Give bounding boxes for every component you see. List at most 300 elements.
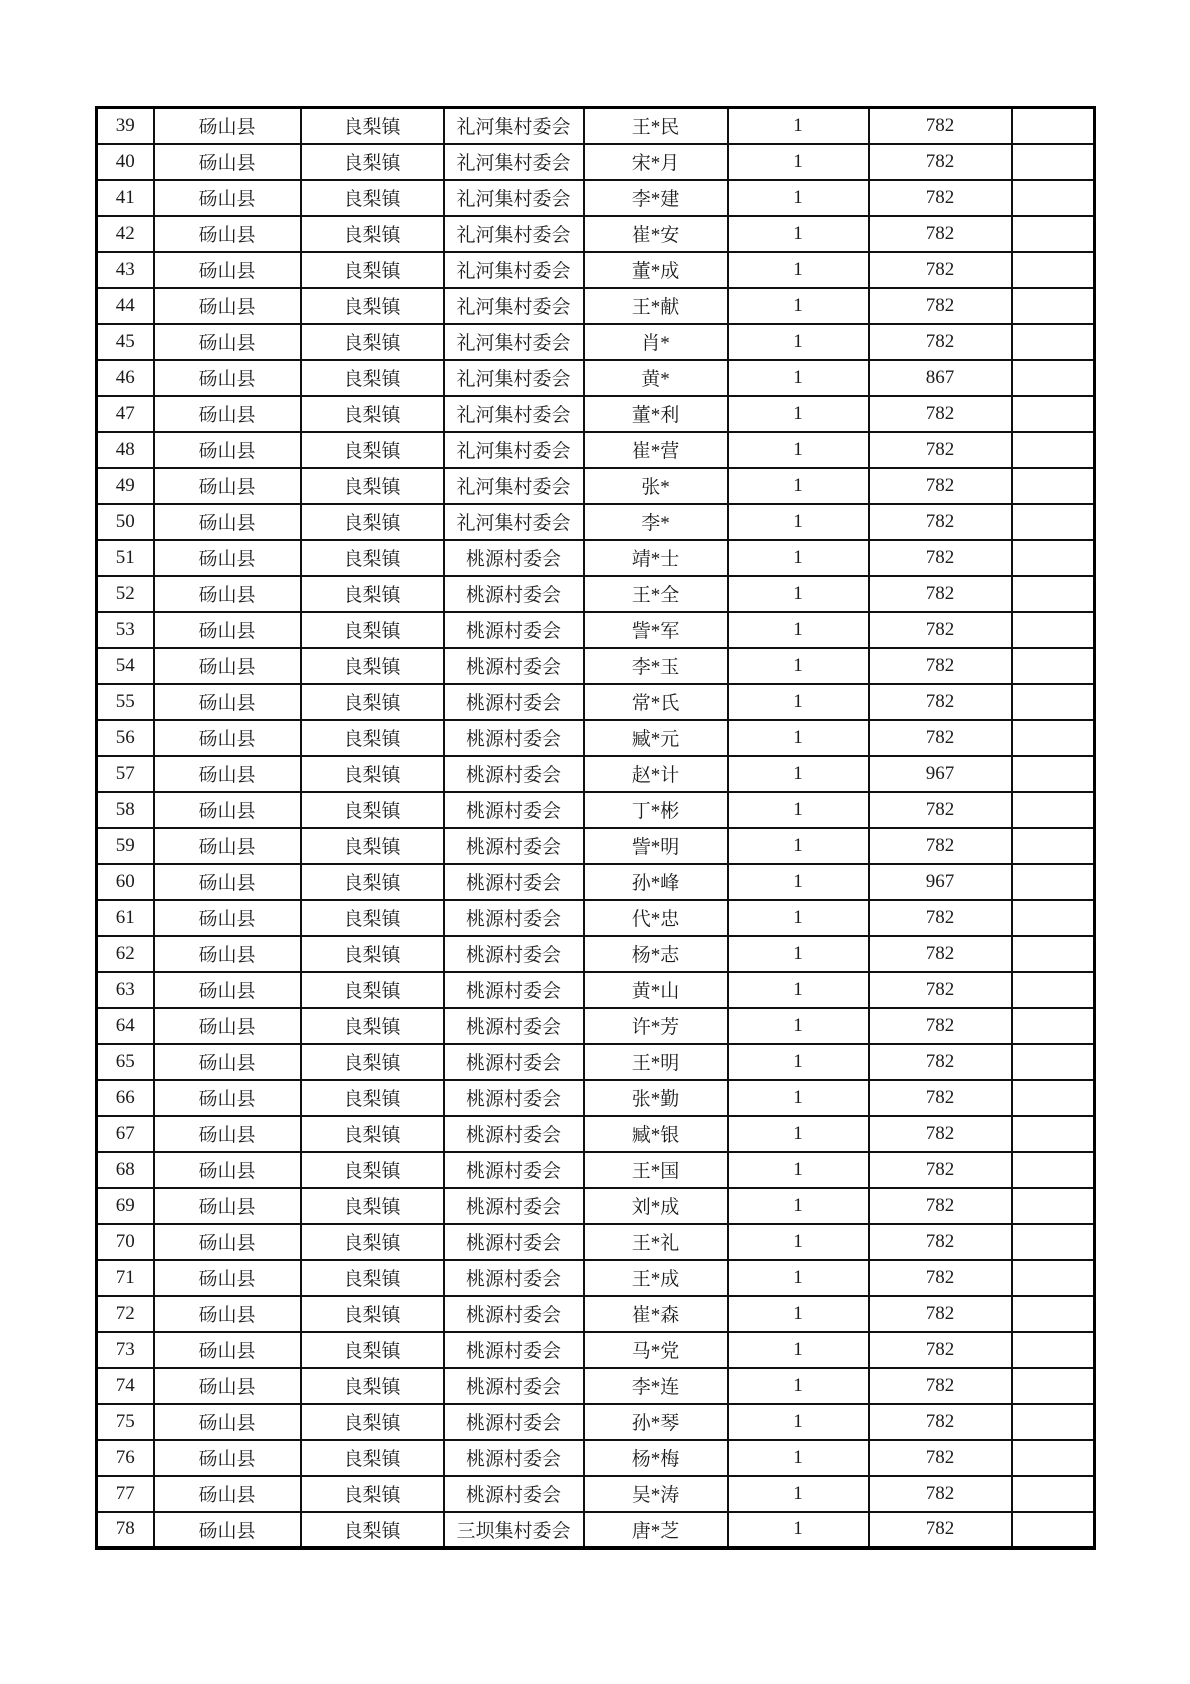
cell-county: 砀山县 [154,504,301,540]
cell-no: 42 [97,216,154,252]
cell-qty: 1 [728,144,869,180]
table-row [97,1152,1095,1188]
cell-no: 75 [97,1404,154,1440]
subsidy-table-body [97,108,1095,1548]
cell-note [1012,1260,1095,1296]
cell-town: 良梨镇 [301,1476,444,1512]
cell-note [1012,180,1095,216]
cell-amount: 782 [869,1008,1012,1044]
table-row [97,720,1095,756]
cell-name: 董*利 [584,396,728,432]
table-row [97,648,1095,684]
cell-qty: 1 [728,612,869,648]
cell-qty: 1 [728,1116,869,1152]
table-row [97,540,1095,576]
cell-qty: 1 [728,1368,869,1404]
cell-amount: 782 [869,1512,1012,1548]
cell-county: 砀山县 [154,1368,301,1404]
cell-note [1012,972,1095,1008]
cell-amount: 782 [869,1476,1012,1512]
cell-qty: 1 [728,864,869,900]
cell-no: 76 [97,1440,154,1476]
cell-amount: 782 [869,468,1012,504]
cell-note [1012,288,1095,324]
cell-note [1012,1368,1095,1404]
cell-note [1012,1080,1095,1116]
cell-no: 55 [97,684,154,720]
table-row [97,216,1095,252]
cell-village: 桃源村委会 [444,648,584,684]
cell-qty: 1 [728,396,869,432]
cell-county: 砀山县 [154,612,301,648]
table-row [97,684,1095,720]
cell-note [1012,1440,1095,1476]
cell-amount: 782 [869,720,1012,756]
cell-name: 崔*森 [584,1296,728,1332]
cell-no: 71 [97,1260,154,1296]
cell-note [1012,360,1095,396]
cell-village: 礼河集村委会 [444,144,584,180]
cell-no: 73 [97,1332,154,1368]
cell-amount: 782 [869,684,1012,720]
cell-name: 王*国 [584,1152,728,1188]
cell-amount: 782 [869,324,1012,360]
cell-amount: 782 [869,108,1012,144]
cell-no: 77 [97,1476,154,1512]
cell-no: 54 [97,648,154,684]
cell-no: 45 [97,324,154,360]
cell-town: 良梨镇 [301,828,444,864]
cell-county: 砀山县 [154,144,301,180]
cell-amount: 967 [869,864,1012,900]
cell-qty: 1 [728,756,869,792]
cell-qty: 1 [728,1224,869,1260]
cell-county: 砀山县 [154,756,301,792]
cell-note [1012,648,1095,684]
table-row [97,1080,1095,1116]
cell-amount: 782 [869,1116,1012,1152]
cell-amount: 782 [869,1368,1012,1404]
cell-amount: 782 [869,1152,1012,1188]
cell-village: 礼河集村委会 [444,360,584,396]
cell-village: 礼河集村委会 [444,324,584,360]
cell-note [1012,108,1095,144]
cell-village: 桃源村委会 [444,900,584,936]
cell-qty: 1 [728,792,869,828]
cell-name: 许*芳 [584,1008,728,1044]
table-row [97,324,1095,360]
cell-no: 58 [97,792,154,828]
cell-name: 张*勤 [584,1080,728,1116]
cell-qty: 1 [728,216,869,252]
table-row [97,288,1095,324]
cell-county: 砀山县 [154,792,301,828]
cell-town: 良梨镇 [301,216,444,252]
table-row [97,1476,1095,1512]
cell-county: 砀山县 [154,1404,301,1440]
cell-town: 良梨镇 [301,900,444,936]
table-row [97,360,1095,396]
cell-county: 砀山县 [154,684,301,720]
cell-amount: 782 [869,180,1012,216]
cell-town: 良梨镇 [301,576,444,612]
cell-note [1012,936,1095,972]
cell-note [1012,612,1095,648]
cell-village: 礼河集村委会 [444,108,584,144]
cell-no: 40 [97,144,154,180]
cell-no: 68 [97,1152,154,1188]
cell-name: 杨*志 [584,936,728,972]
cell-name: 王*明 [584,1044,728,1080]
cell-town: 良梨镇 [301,1008,444,1044]
cell-name: 赵*计 [584,756,728,792]
cell-county: 砀山县 [154,1116,301,1152]
cell-amount: 782 [869,1296,1012,1332]
cell-village: 三坝集村委会 [444,1512,584,1548]
cell-qty: 1 [728,360,869,396]
cell-note [1012,540,1095,576]
cell-county: 砀山县 [154,1152,301,1188]
cell-village: 礼河集村委会 [444,252,584,288]
cell-name: 崔*安 [584,216,728,252]
cell-no: 63 [97,972,154,1008]
table-row [97,1044,1095,1080]
cell-note [1012,756,1095,792]
cell-note [1012,1152,1095,1188]
cell-name: 王*献 [584,288,728,324]
cell-no: 72 [97,1296,154,1332]
cell-name: 王*成 [584,1260,728,1296]
cell-qty: 1 [728,1044,869,1080]
cell-county: 砀山县 [154,108,301,144]
cell-town: 良梨镇 [301,540,444,576]
cell-no: 62 [97,936,154,972]
cell-note [1012,828,1095,864]
cell-qty: 1 [728,1332,869,1368]
cell-no: 39 [97,108,154,144]
cell-name: 臧*元 [584,720,728,756]
cell-town: 良梨镇 [301,972,444,1008]
cell-village: 桃源村委会 [444,756,584,792]
cell-no: 64 [97,1008,154,1044]
cell-county: 砀山县 [154,864,301,900]
cell-note [1012,900,1095,936]
cell-town: 良梨镇 [301,612,444,648]
cell-village: 桃源村委会 [444,864,584,900]
cell-county: 砀山县 [154,828,301,864]
cell-note [1012,144,1095,180]
cell-amount: 782 [869,1044,1012,1080]
cell-note [1012,576,1095,612]
cell-qty: 1 [728,180,869,216]
cell-qty: 1 [728,1152,869,1188]
cell-amount: 782 [869,216,1012,252]
cell-village: 桃源村委会 [444,1260,584,1296]
cell-no: 41 [97,180,154,216]
table-row [97,1188,1095,1224]
cell-amount: 782 [869,504,1012,540]
cell-amount: 782 [869,540,1012,576]
cell-county: 砀山县 [154,576,301,612]
cell-amount: 782 [869,1332,1012,1368]
table-row [97,1260,1095,1296]
cell-qty: 1 [728,648,869,684]
table-row [97,828,1095,864]
cell-amount: 782 [869,972,1012,1008]
cell-amount: 782 [869,1260,1012,1296]
cell-qty: 1 [728,720,869,756]
cell-county: 砀山县 [154,1512,301,1548]
cell-village: 桃源村委会 [444,1152,584,1188]
cell-no: 49 [97,468,154,504]
cell-county: 砀山县 [154,720,301,756]
cell-qty: 1 [728,468,869,504]
cell-town: 良梨镇 [301,864,444,900]
table-row [97,1512,1095,1548]
cell-name: 崔*营 [584,432,728,468]
table-row [97,792,1095,828]
cell-qty: 1 [728,1188,869,1224]
cell-qty: 1 [728,576,869,612]
cell-no: 52 [97,576,154,612]
cell-village: 桃源村委会 [444,936,584,972]
cell-note [1012,396,1095,432]
cell-village: 桃源村委会 [444,1296,584,1332]
table-row [97,252,1095,288]
cell-town: 良梨镇 [301,1368,444,1404]
cell-no: 61 [97,900,154,936]
cell-no: 78 [97,1512,154,1548]
cell-name: 张* [584,468,728,504]
cell-amount: 782 [869,828,1012,864]
cell-no: 53 [97,612,154,648]
cell-name: 常*氏 [584,684,728,720]
cell-name: 李*建 [584,180,728,216]
cell-qty: 1 [728,828,869,864]
cell-county: 砀山县 [154,1296,301,1332]
cell-town: 良梨镇 [301,108,444,144]
cell-no: 74 [97,1368,154,1404]
cell-village: 桃源村委会 [444,1224,584,1260]
cell-village: 桃源村委会 [444,1008,584,1044]
table-row [97,180,1095,216]
cell-note [1012,720,1095,756]
cell-village: 礼河集村委会 [444,180,584,216]
cell-amount: 782 [869,144,1012,180]
cell-no: 48 [97,432,154,468]
cell-village: 礼河集村委会 [444,288,584,324]
cell-town: 良梨镇 [301,432,444,468]
cell-town: 良梨镇 [301,720,444,756]
cell-village: 桃源村委会 [444,1116,584,1152]
cell-name: 訾*明 [584,828,728,864]
cell-amount: 782 [869,900,1012,936]
table-row [97,396,1095,432]
cell-county: 砀山县 [154,216,301,252]
cell-amount: 782 [869,432,1012,468]
cell-county: 砀山县 [154,540,301,576]
cell-amount: 782 [869,396,1012,432]
cell-qty: 1 [728,1260,869,1296]
cell-note [1012,504,1095,540]
table-row [97,972,1095,1008]
cell-town: 良梨镇 [301,936,444,972]
cell-county: 砀山县 [154,1188,301,1224]
cell-no: 69 [97,1188,154,1224]
cell-town: 良梨镇 [301,180,444,216]
table-row [97,1224,1095,1260]
cell-county: 砀山县 [154,180,301,216]
cell-village: 礼河集村委会 [444,396,584,432]
cell-note [1012,216,1095,252]
cell-village: 桃源村委会 [444,612,584,648]
cell-county: 砀山县 [154,1080,301,1116]
cell-qty: 1 [728,900,869,936]
table-row [97,144,1095,180]
cell-qty: 1 [728,1404,869,1440]
cell-amount: 782 [869,1404,1012,1440]
cell-village: 桃源村委会 [444,1332,584,1368]
cell-no: 70 [97,1224,154,1260]
cell-county: 砀山县 [154,900,301,936]
cell-qty: 1 [728,504,869,540]
cell-name: 李*玉 [584,648,728,684]
cell-town: 良梨镇 [301,468,444,504]
cell-amount: 782 [869,612,1012,648]
cell-note [1012,252,1095,288]
cell-note [1012,1224,1095,1260]
cell-town: 良梨镇 [301,1080,444,1116]
cell-amount: 782 [869,1080,1012,1116]
cell-county: 砀山县 [154,432,301,468]
cell-town: 良梨镇 [301,1188,444,1224]
cell-town: 良梨镇 [301,1512,444,1548]
cell-village: 桃源村委会 [444,1440,584,1476]
cell-qty: 1 [728,108,869,144]
cell-name: 吴*涛 [584,1476,728,1512]
cell-name: 訾*军 [584,612,728,648]
cell-village: 桃源村委会 [444,1404,584,1440]
cell-town: 良梨镇 [301,1404,444,1440]
cell-no: 50 [97,504,154,540]
cell-note [1012,468,1095,504]
cell-no: 65 [97,1044,154,1080]
cell-qty: 1 [728,324,869,360]
cell-name: 孙*琴 [584,1404,728,1440]
cell-town: 良梨镇 [301,756,444,792]
cell-village: 桃源村委会 [444,1080,584,1116]
cell-note [1012,432,1095,468]
table-row [97,1440,1095,1476]
cell-county: 砀山县 [154,1332,301,1368]
cell-note [1012,1296,1095,1332]
cell-name: 王*民 [584,108,728,144]
cell-qty: 1 [728,1296,869,1332]
cell-amount: 967 [869,756,1012,792]
cell-no: 67 [97,1116,154,1152]
cell-note [1012,1044,1095,1080]
cell-qty: 1 [728,1512,869,1548]
cell-village: 桃源村委会 [444,1044,584,1080]
cell-note [1012,1512,1095,1548]
cell-no: 44 [97,288,154,324]
table-row [97,936,1095,972]
cell-no: 60 [97,864,154,900]
cell-qty: 1 [728,252,869,288]
cell-no: 56 [97,720,154,756]
cell-name: 王*礼 [584,1224,728,1260]
cell-name: 黄*山 [584,972,728,1008]
table-row [97,1296,1095,1332]
cell-town: 良梨镇 [301,504,444,540]
cell-amount: 782 [869,252,1012,288]
cell-qty: 1 [728,1440,869,1476]
cell-name: 臧*银 [584,1116,728,1152]
cell-amount: 782 [869,1188,1012,1224]
table-row [97,612,1095,648]
cell-amount: 867 [869,360,1012,396]
cell-note [1012,1404,1095,1440]
cell-amount: 782 [869,1224,1012,1260]
table-row [97,1116,1095,1152]
table-row [97,1008,1095,1044]
table-row [97,1332,1095,1368]
cell-note [1012,1116,1095,1152]
cell-county: 砀山县 [154,288,301,324]
cell-town: 良梨镇 [301,324,444,360]
cell-town: 良梨镇 [301,288,444,324]
table-row [97,900,1095,936]
cell-qty: 1 [728,684,869,720]
cell-county: 砀山县 [154,396,301,432]
cell-town: 良梨镇 [301,252,444,288]
cell-town: 良梨镇 [301,1440,444,1476]
cell-village: 礼河集村委会 [444,432,584,468]
cell-qty: 1 [728,540,869,576]
cell-town: 良梨镇 [301,1224,444,1260]
cell-village: 礼河集村委会 [444,468,584,504]
cell-village: 礼河集村委会 [444,504,584,540]
cell-village: 桃源村委会 [444,1368,584,1404]
cell-village: 桃源村委会 [444,684,584,720]
cell-county: 砀山县 [154,324,301,360]
cell-amount: 782 [869,936,1012,972]
cell-no: 51 [97,540,154,576]
cell-name: 李* [584,504,728,540]
cell-village: 桃源村委会 [444,828,584,864]
table-row [97,1368,1095,1404]
cell-town: 良梨镇 [301,396,444,432]
cell-note [1012,1188,1095,1224]
cell-qty: 1 [728,432,869,468]
cell-note [1012,792,1095,828]
cell-name: 代*忠 [584,900,728,936]
cell-amount: 782 [869,288,1012,324]
cell-name: 李*连 [584,1368,728,1404]
cell-no: 43 [97,252,154,288]
cell-no: 47 [97,396,154,432]
cell-qty: 1 [728,972,869,1008]
cell-county: 砀山县 [154,468,301,504]
cell-note [1012,864,1095,900]
cell-name: 黄* [584,360,728,396]
cell-qty: 1 [728,288,869,324]
cell-county: 砀山县 [154,1260,301,1296]
cell-county: 砀山县 [154,936,301,972]
table-row [97,576,1095,612]
cell-name: 马*党 [584,1332,728,1368]
table-row [97,468,1095,504]
